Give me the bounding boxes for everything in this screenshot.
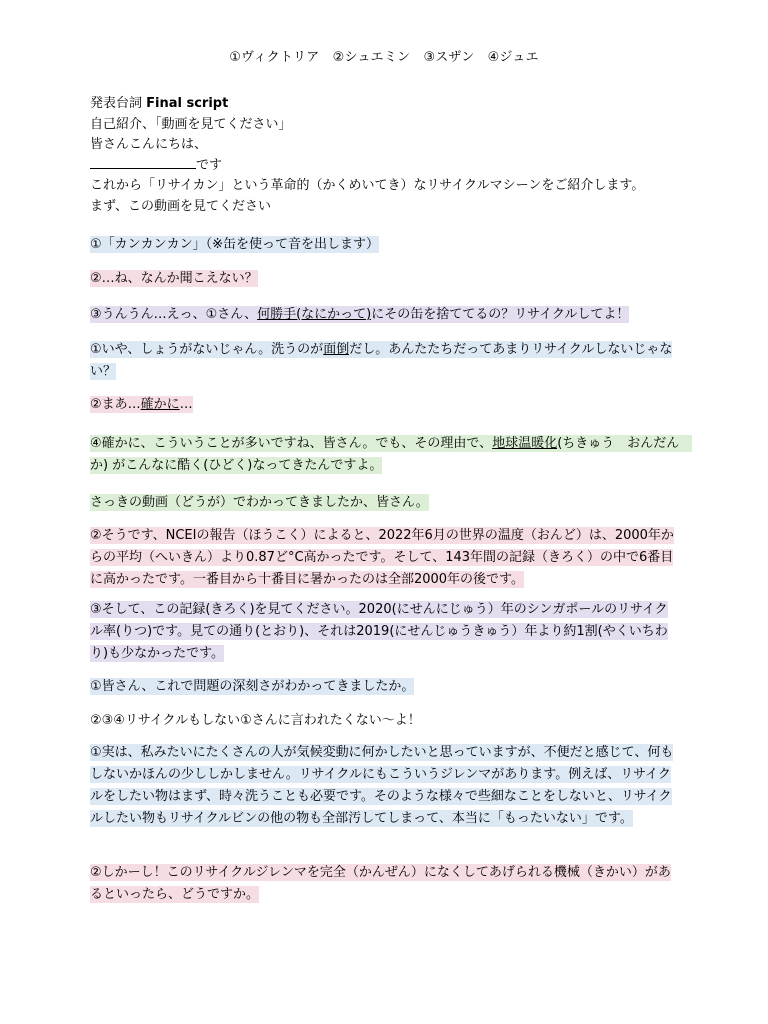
line-susan-2: ③そして、この記録(きろく)を見てください。2020(にせんにじゅう）年のシンガポールのリサイクル率(りつ)です。見ての通り(とおり)、それは2019(にせんじゅうきゅう）年より約1割(やくいちわり)も少なかったです。	[90, 602, 668, 661]
line-xuemin-3: ②そうです、NCEIの報告（ほうこく）によると、2022年6月の世界の温度（おんど）は、2000年からの平均（へいきん）より0.87ど°C高かったです。そして、143年間の記録（きろく）の中で6番目に高かったです。一番目から十番目に暑かったのは全部2000年の後です。	[90, 528, 674, 587]
line-all-1: ②③④リサイクルもしない①さんに言われたくない〜よ！	[90, 713, 421, 728]
line-xuemin-4: ②しかーし！このリサイクルジレンマを完全（かんぜん）になくしてあげられる機械（きかい）があるといったら、どうですか。	[90, 865, 671, 902]
line-jue-1: ④確かに、こういうことが多いですね、皆さん。でも、その理由で、地球温暖化(ちきゅう おんだん か) がこんなに酷く(ひどく)なってきたんですよ。	[90, 436, 693, 473]
intro-line-4: これから「リサイカン」という革命的（かくめいてき）なリサイクルマシーンをご紹介します。	[90, 178, 645, 193]
line-susan-1: ③うんうん…えっ、①さん、何勝手(なにかって)にその缶を捨ててるの？リサイクルしてよ！	[90, 307, 630, 322]
line-xuemin-1: ②…ね、なんか聞こえない？	[90, 271, 258, 286]
roles-header: ①ヴィクトリア ②シュエミン ③スザン ④ジュエ	[229, 50, 539, 65]
script-title-en: Final script	[146, 96, 229, 111]
intro-line-2: 皆さんこんにちは、	[90, 137, 208, 152]
line-jue-2: さっきの動画（どうが）でわかってきましたか、皆さん。	[90, 495, 429, 510]
intro-line-3-suffix: です	[196, 157, 223, 173]
intro-line-5: まず、この動画を見てください	[90, 198, 271, 214]
line-victoria-1: ①「カンカンカン」（※缶を使って音を出します）	[90, 237, 380, 252]
line-victoria-4: ①実は、私みたいにたくさんの人が気候変動に何かしたいと思っていますが、不便だと感じて、何もしないかほんの少ししかしません。リサイクルにもこういうジレンマがあります。例えば、リサイクルをしたい物はまず、時々洗うことも必要です。そのような様々で些細なことをしないと、リサイクルしたい物もリサイクルビンの他の物も全部汚してしまって、本当に「もったいない」です。	[90, 745, 674, 826]
intro-block	[90, 94, 690, 217]
line-victoria-3: ①皆さん、これで問題の深刻さがわかってきましたか。	[90, 679, 415, 694]
intro-line-1: 自己紹介、「動画を見てください」	[90, 116, 292, 132]
script-title-jp: 発表台詞	[90, 96, 147, 111]
line-xuemin-2: ②まあ…確かに…	[90, 397, 193, 412]
intro-line-3	[90, 156, 690, 177]
name-blank	[90, 156, 196, 169]
script-title	[90, 94, 690, 115]
line-victoria-2: ①いや、しょうがないじゃん。洗うのが面倒だし。あんたたちだってあまりリサイクルしないじゃない？	[90, 342, 673, 379]
